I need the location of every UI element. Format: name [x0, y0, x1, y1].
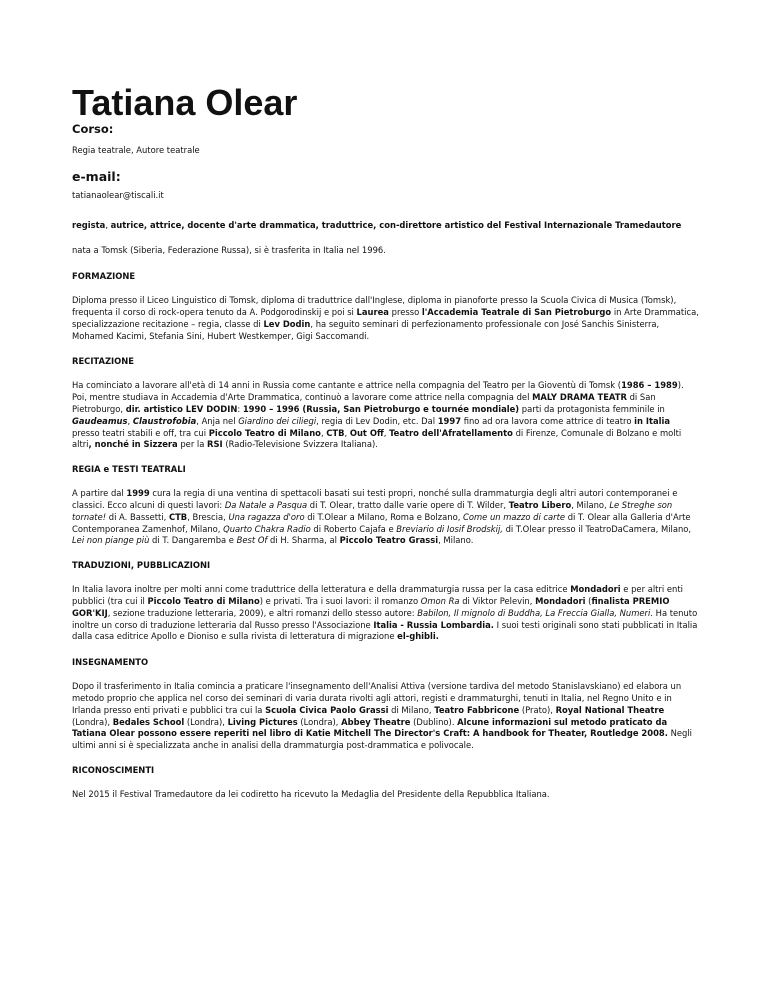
text: ,	[344, 427, 350, 438]
emph: 1986 – 1989	[621, 380, 678, 391]
paragraph-traduzioni	[72, 584, 700, 643]
text: (Londra),	[72, 716, 113, 727]
italic: Quarto Chakra Radio	[223, 523, 311, 534]
document-body	[72, 84, 700, 801]
text: per la	[177, 439, 208, 450]
text: ,	[127, 415, 133, 426]
emph: Mondadori	[570, 584, 621, 595]
text: (Prato),	[519, 704, 556, 715]
text: presso	[388, 306, 422, 317]
section-heading-traduzioni: TRADUZIONI, PUBBLICAZIONI	[72, 560, 211, 571]
paragraph-regia	[72, 488, 700, 547]
role-regista: regista	[72, 219, 106, 230]
birth-info: nata a Tomsk (Siberia, Federazione Russa), si è trasferita in Italia nel 1996.	[72, 245, 386, 256]
text: , ha seguito seminari di perfezionamento professionale con José Sanchis Sinisterra, Mohamed Kacimi, Stefania Sini, Hubert Westkemper, Gigi Saccomandi.	[72, 318, 660, 341]
emph: l'Accademia Teatrale di San Pietroburgo	[421, 306, 612, 317]
emph: in Italia	[634, 415, 671, 426]
text: ,	[320, 427, 327, 438]
emph: MALY DRAMA TEATR	[532, 392, 627, 403]
text: (Londra),	[297, 716, 342, 727]
emph: 1997	[437, 415, 462, 426]
text: (Londra),	[184, 716, 228, 727]
emph: el-ghibli.	[397, 631, 439, 642]
italic: Le Streghe son tornate!	[72, 499, 673, 522]
emph: Teatro Libero	[508, 499, 572, 510]
emph: Laurea	[356, 306, 389, 317]
emph: Out Off	[349, 427, 384, 438]
emph: CTB	[168, 511, 188, 522]
text: di A. Bassetti,	[106, 511, 169, 522]
italic: Omon Ra	[420, 595, 460, 606]
italic: Lei non piange più	[72, 535, 150, 546]
section-heading-insegnamento: INSEGNAMENTO	[72, 657, 149, 668]
text: (Dublino).	[410, 716, 458, 727]
text: Dopo il trasferimento in Italia comincia a praticare l'insegnamento dell'Analisi Attiva (versione tardiva del metodo Stanislavskiano) ed elabora un metodo proprio che applica nel corso dei seminari di varia durata rivolti agli attori, registi e drammaturghi, tenuti in Italia, nel Regno Unito e in Irlanda presso enti privati e pubblici tra cui la	[72, 681, 682, 715]
emph: Living Pictures	[227, 716, 298, 727]
text: A partire dal	[72, 488, 127, 499]
text: , Milano.	[438, 535, 474, 546]
emph: Piccolo Teatro Grassi	[339, 535, 439, 546]
text: (Radio-Televisione Svizzera Italiana).	[222, 439, 378, 450]
text: , Brescia,	[187, 511, 229, 522]
text: di T.Olear a Milano, Roma e Bolzano,	[304, 511, 464, 522]
text: :	[237, 403, 243, 414]
emph: Piccolo Teatro di Milano	[147, 595, 260, 606]
text: , Milano,	[571, 499, 610, 510]
text: in Arte Drammatica, specializzazione recitazione – regia, classe di	[72, 306, 699, 329]
text: , sezione traduzione letteraria, 2009), e altri romanzi dello stesso autore:	[107, 607, 418, 618]
text: Ha tenuto inoltre un corso di traduzione letteraria dal Russo presso l'Associazione	[72, 607, 698, 630]
italic: Breviario di Iosif Brodskij,	[396, 523, 503, 534]
paragraph-formazione	[72, 295, 700, 342]
text: di Roberto Cajafa e	[310, 523, 397, 534]
text: (	[585, 595, 592, 606]
text: presso teatri stabili e off, tra cui	[72, 427, 209, 438]
emph: Teatro Fabbricone	[434, 704, 520, 715]
emph: Abbey Theatre	[341, 716, 411, 727]
emph: Alcune informazioni sul metodo praticato da Tatiana Olear possono essere reperiti nel libro di Katie Mitchell The Director's Craft: A handbook for Theater, Routledge 2008.	[72, 716, 668, 739]
text: di T. Olear, tratto dalle varie opere di T. Wilder,	[307, 499, 509, 510]
text: di T. Olear alla Galleria d'Arte Contemporanea Zamenhof, Milano,	[72, 511, 691, 534]
text: Negli ultimi anni si è specializzata anche in analisi della drammaturgia post-drammatica e polivocale.	[72, 728, 692, 751]
emph: Piccolo Teatro di Milano	[208, 427, 321, 438]
paragraph-insegnamento	[72, 681, 700, 752]
emph: Italia - Russia Lombardia.	[373, 619, 494, 630]
section-heading-riconoscimenti: RICONOSCIMENTI	[72, 764, 155, 775]
text: ). Poi, mentre studiava in Accademia d'Arte Drammatica, continuò a lavorare come attrice nella compagnia del	[72, 380, 684, 403]
corso-label: Corso:	[72, 122, 114, 136]
text: di T.Olear presso il TeatroDaCamera, Milano,	[502, 523, 692, 534]
section-heading-recitazione: RECITAZIONE	[72, 356, 135, 367]
text: di H. Sharma, al	[267, 535, 340, 546]
text: In Italia lavora inoltre per molti anni come traduttrice della letteratura e della drammaturgia russa per la casa editrice	[72, 584, 571, 595]
italic: Babilon, Il mignolo di Buddha, La Freccia Gialla, Numeri.	[417, 607, 653, 618]
emph: Scuola Civica Paolo Grassi	[265, 704, 389, 715]
page-title: Tatiana Olear	[72, 82, 298, 123]
paragraph-recitazione	[72, 380, 700, 451]
emph: dir. artistico LEV DODIN	[125, 403, 238, 414]
text: fino ad ora lavora come attrice di teatro	[461, 415, 635, 426]
role-sep: ,	[105, 219, 111, 230]
corso-value: Regia teatrale, Autore teatrale	[72, 145, 200, 155]
text: , regia di Lev Dodin, etc. Dal	[316, 415, 438, 426]
text: , Anja nel	[196, 415, 239, 426]
text: cura la regia di una ventina di spettacoli basati sui testi propri, nonché sulla drammaturgia degli altri autori contemporanei e classici. Ecco alcuni di questi lavori:	[72, 488, 678, 510]
emph: , nonché in Sizzera	[88, 439, 178, 450]
email-label: e-mail:	[72, 168, 121, 184]
text: di Firenze, Comunale di Bolzano e molti altri	[72, 427, 682, 450]
emph: 1990 – 1996 (Russia, San Pietroburgo e tournée mondiale)	[242, 403, 520, 414]
emph-italic: Gaudeamus	[72, 415, 128, 426]
italic: Da Natale a Pasqua	[224, 499, 308, 510]
text: Ha cominciato a lavorare all'età di 14 anni in Russia come cantante e attrice nella compagnia del Teatro per la Gioventù di Tomsk (	[72, 380, 622, 391]
text: di San Pietroburgo,	[72, 392, 656, 414]
text: Diploma presso il Liceo Linguistico di Tomsk, diploma di traduttrice dall'Inglese, diploma in pianoforte presso la Scuola Civica di Musica (Tomsk), frequenta il corso di rock-opera tenuto da A. Podgorodinskij e poi si	[72, 295, 677, 317]
roles-line	[72, 220, 700, 232]
text: di T. Dangaremba e	[149, 535, 237, 546]
emph: Bedales School	[112, 716, 185, 727]
text: e per altri enti pubblici (tra cui il	[72, 584, 683, 606]
text: ) e privati. Tra i suoi lavori: il romanzo	[259, 595, 421, 606]
text: ,	[383, 427, 390, 438]
emph: Royal National Theatre	[555, 704, 665, 715]
section-heading-formazione: FORMAZIONE	[72, 271, 136, 282]
emph: Mondadori	[535, 595, 586, 606]
emph: CTB	[326, 427, 345, 438]
emph: RSI	[207, 439, 223, 450]
text: di Milano,	[388, 704, 435, 715]
emph: Lev Dodin	[263, 318, 311, 329]
italic: Una ragazza d'oro	[228, 511, 305, 522]
emph: 1999	[126, 488, 150, 499]
text: I suoi testi originali sono stati pubblicati in Italia dalla casa editrice Apollo e Dioniso e sulla rivista di letteratura di migrazione	[72, 619, 698, 642]
email-value: tatianaolear@tiscali.it	[72, 189, 164, 200]
section-heading-regia: REGIA e TESTI TEATRALI	[72, 464, 186, 475]
italic: Best Of	[236, 535, 268, 546]
text: parti da protagonista femminile in	[519, 403, 665, 414]
emph: finalista PREMIO GOR'KIJ	[72, 595, 670, 618]
emph: Teatro dell'Afratellamento	[389, 427, 513, 438]
text: di Viktor Pelevin,	[459, 595, 536, 606]
role-rest: autrice, attrice, docente d'arte drammatica, traduttrice, con-direttore artistico del Festival Internazionale Tramedautore	[110, 219, 682, 230]
emph-italic: Claustrofobia	[132, 415, 197, 426]
italic: Giardino dei ciliegi	[238, 415, 317, 426]
italic: Come un mazzo di carte	[463, 511, 566, 522]
paragraph-riconoscimenti: Nel 2015 il Festival Tramedautore da lei codiretto ha ricevuto la Medaglia del Presidente della Repubblica Italiana.	[72, 788, 550, 799]
